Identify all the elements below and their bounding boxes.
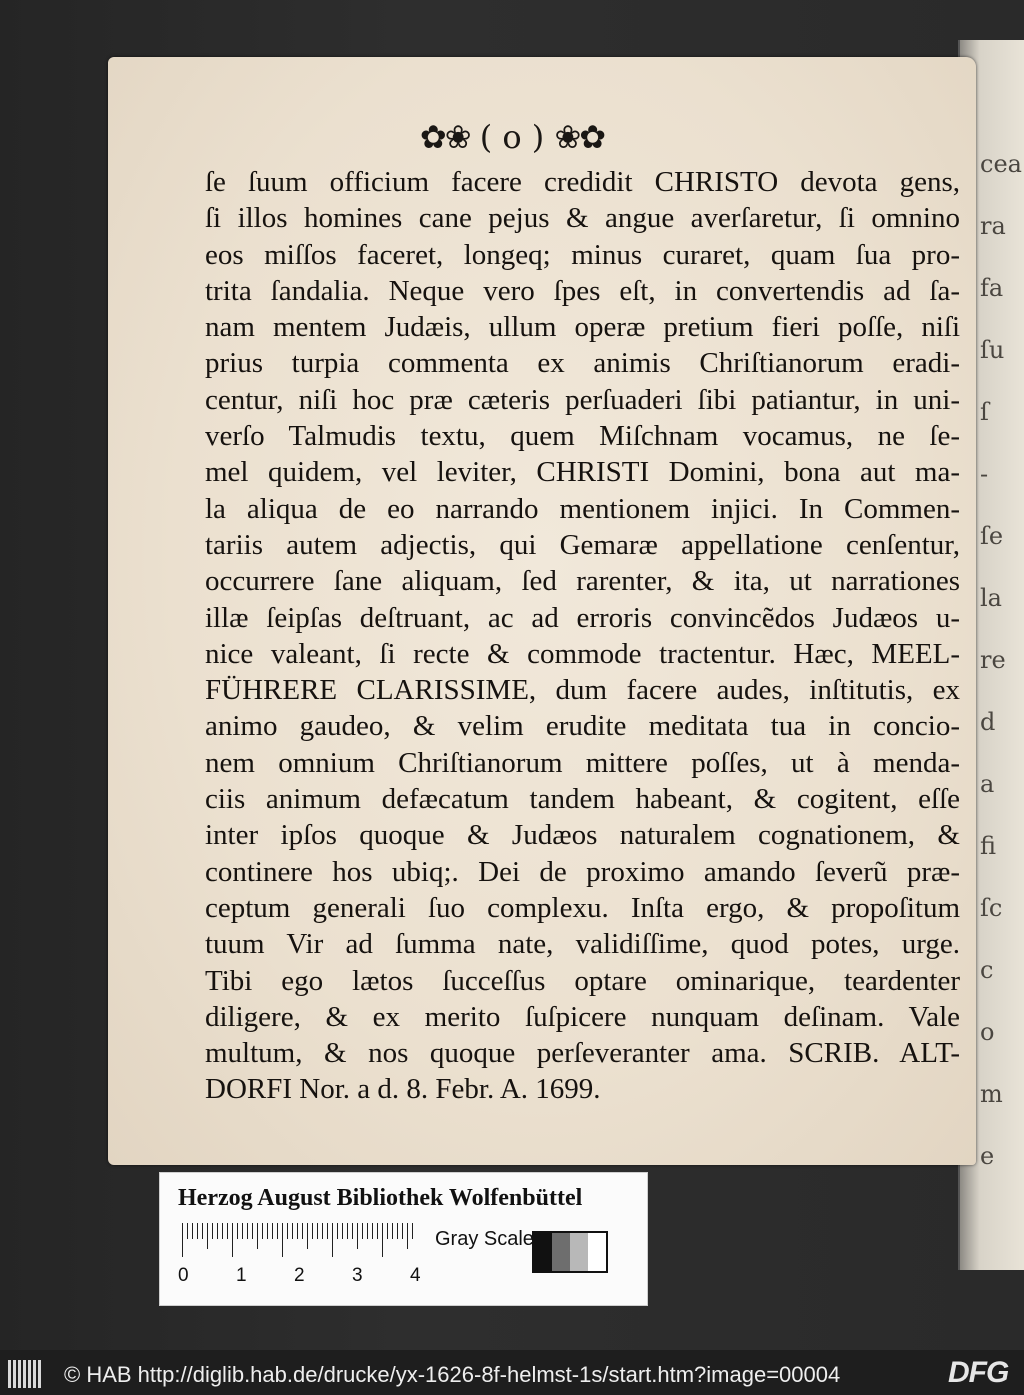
ruler-tick bbox=[412, 1223, 413, 1239]
ruler-tick bbox=[397, 1223, 398, 1239]
bleed-fragment: ſu bbox=[980, 336, 1005, 364]
ruler-tick bbox=[312, 1223, 313, 1239]
text-line: la aliqua de eo narrando mentionem injici. In Commen- bbox=[205, 492, 960, 525]
gray-swatch bbox=[588, 1233, 606, 1271]
gray-scale-swatches bbox=[532, 1231, 608, 1273]
ruler-number: 1 bbox=[236, 1265, 247, 1286]
text-line: nam mentem Judæis, ullum operæ pretium fieri poſſe, niſi bbox=[205, 311, 960, 344]
ruler-number: 4 bbox=[410, 1265, 421, 1286]
ruler-tick bbox=[257, 1223, 258, 1249]
ruler-tick bbox=[382, 1223, 383, 1257]
ruler-tick bbox=[337, 1223, 338, 1239]
printer-ornament-right: ❀✿ bbox=[554, 118, 605, 156]
ruler-tick bbox=[222, 1223, 223, 1239]
bleed-fragment: o bbox=[980, 1018, 995, 1046]
ruler-tick bbox=[407, 1223, 408, 1249]
ruler-tick bbox=[282, 1223, 283, 1257]
ruler-tick bbox=[327, 1223, 328, 1239]
ruler-tick bbox=[217, 1223, 218, 1239]
ruler-tick bbox=[357, 1223, 358, 1249]
printer-ornament-left: ✿❀ bbox=[419, 118, 470, 156]
footer-credit-link[interactable]: © HAB http://diglib.hab.de/drucke/yx-1626-8f-helmst-1s/start.htm?image=00004 bbox=[64, 1362, 841, 1387]
text-line: eos miſſos faceret, longeq; minus curaret, quam ſua pro- bbox=[205, 238, 960, 271]
ruler-tick bbox=[332, 1223, 333, 1257]
gray-swatch bbox=[552, 1233, 570, 1271]
ruler-tick bbox=[202, 1223, 203, 1239]
ruler-tick bbox=[212, 1223, 213, 1239]
text-line: tariis autem adjectis, qui Gemaræ appellatione cenſentur, bbox=[205, 528, 960, 561]
ruler-tick bbox=[187, 1223, 188, 1239]
bleed-fragment: cea bbox=[980, 150, 1022, 178]
text-line: continere hos ubiq;. Dei de proximo amando ſeverũ præ- bbox=[205, 855, 960, 888]
text-line: nice valeant, ſi recte & commode tractentur. Hæc, MEEL- bbox=[205, 637, 960, 670]
ruler-tick bbox=[342, 1223, 343, 1239]
text-line: ſi illos homines cane pejus & angue averſaretur, ſi omnino bbox=[205, 202, 960, 235]
bleed-fragment: - bbox=[980, 460, 989, 488]
bleed-fragment: re bbox=[980, 646, 1006, 674]
ruler-tick bbox=[242, 1223, 243, 1239]
ruler-tick bbox=[267, 1223, 268, 1239]
ruler-number: 3 bbox=[352, 1265, 363, 1286]
ruler-tick bbox=[317, 1223, 318, 1239]
ruler-tick bbox=[182, 1223, 183, 1257]
text-line: ciis animum defæcatum tandem habeant, & cogitent, eſſe bbox=[205, 783, 960, 816]
ruler-tick bbox=[347, 1223, 348, 1239]
bleed-fragment: e bbox=[980, 1142, 995, 1170]
ruler-tick bbox=[207, 1223, 208, 1249]
text-line: occurrere ſane aliquam, ſed rarenter, & ita, ut narrationes bbox=[205, 565, 960, 598]
bleed-fragment: a bbox=[980, 770, 995, 798]
text-line: diligere, & ex merito ſuſpicere nunquam deſinam. Vale bbox=[205, 1000, 960, 1033]
dfg-logo: DFG bbox=[948, 1356, 1009, 1389]
gray-swatch bbox=[570, 1233, 588, 1271]
ruler-tick bbox=[227, 1223, 228, 1239]
text-line: DORFI Nor. a d. 8. Febr. A. 1699. bbox=[205, 1073, 601, 1106]
ruler-tick bbox=[252, 1223, 253, 1239]
text-line: tuum Vir ad ſumma nate, validiſſime, quod potes, urge. bbox=[205, 928, 960, 961]
latin-body-text bbox=[205, 166, 960, 1110]
bleed-fragment: m bbox=[980, 1080, 1003, 1108]
ruler-tick bbox=[372, 1223, 373, 1239]
text-line: nem omnium Chriſtianorum mittere poſſes, ut à menda- bbox=[205, 746, 960, 779]
ruler-tick bbox=[377, 1223, 378, 1239]
color-target-card bbox=[159, 1172, 648, 1306]
ruler-tick bbox=[307, 1223, 308, 1249]
bleed-fragment: ſe bbox=[980, 522, 1004, 550]
barcode-icon bbox=[8, 1360, 43, 1388]
ruler-tick bbox=[277, 1223, 278, 1239]
ruler-tick bbox=[287, 1223, 288, 1239]
ruler-tick bbox=[392, 1223, 393, 1239]
signature-mark: ( o ) bbox=[479, 118, 545, 156]
text-line: ſe ſuum officium facere credidit CHRISTO devota gens, bbox=[205, 166, 960, 198]
ruler-tick bbox=[232, 1223, 233, 1257]
ruler-number: 0 bbox=[178, 1265, 189, 1286]
ruler-tick bbox=[402, 1223, 403, 1239]
ruler-tick bbox=[302, 1223, 303, 1239]
ruler-tick bbox=[352, 1223, 353, 1239]
ruler-tick bbox=[367, 1223, 368, 1239]
text-line: mel quidem, vel leviter, CHRISTI Domini, bona aut ma- bbox=[205, 456, 960, 489]
text-line: Tibi ego lætos ſucceſſus optare ominarique, teardenter bbox=[205, 964, 960, 997]
ruler-tick bbox=[237, 1223, 238, 1239]
measurement-ruler bbox=[182, 1223, 412, 1259]
text-line: verſo Talmudis textu, quem Miſchnam vocamus, ne ſe- bbox=[205, 420, 960, 453]
ruler-tick bbox=[247, 1223, 248, 1239]
ruler-tick bbox=[272, 1223, 273, 1239]
text-line: multum, & nos quoque perſeveranter ama. SCRIB. ALT- bbox=[205, 1037, 960, 1070]
bleed-fragment: fi bbox=[980, 832, 997, 860]
bleed-fragment: la bbox=[980, 584, 1002, 612]
ruler-tick bbox=[192, 1223, 193, 1239]
ruler-tick bbox=[297, 1223, 298, 1239]
ruler-tick bbox=[322, 1223, 323, 1239]
ruler-tick bbox=[387, 1223, 388, 1239]
text-line: illæ ſeipſas deſtruant, ac ad erroris convincẽdos Judæos u- bbox=[205, 601, 960, 634]
ruler-tick bbox=[362, 1223, 363, 1239]
text-line: animo gaudeo, & velim erudite meditata tua in concio- bbox=[205, 710, 960, 743]
bleed-fragment: ra bbox=[980, 212, 1006, 240]
ruler-tick bbox=[197, 1223, 198, 1239]
library-name: Herzog August Bibliothek Wolfenbüttel bbox=[178, 1185, 583, 1211]
ruler-number: 2 bbox=[294, 1265, 305, 1286]
text-line: prius turpia commenta ex animis Chriſtianorum eradi- bbox=[205, 347, 960, 380]
page-header-signature bbox=[0, 118, 1024, 156]
text-line: FÜHRERE CLARISSIME, dum facere audes, inſtitutis, ex bbox=[205, 674, 960, 707]
bleed-fragment: ſc bbox=[980, 894, 1003, 922]
text-line: inter ipſos quoque & Judæos naturalem cognationem, & bbox=[205, 819, 960, 852]
text-line: ceptum generali ſuo complexu. Inſta ergo, & propoſitum bbox=[205, 891, 960, 924]
ruler-tick bbox=[292, 1223, 293, 1239]
bleed-fragment: ſ bbox=[980, 398, 989, 426]
bleed-fragment: fa bbox=[980, 274, 1004, 302]
bleed-fragment: c bbox=[980, 956, 994, 984]
bleed-fragment: d bbox=[980, 708, 996, 736]
ruler-tick bbox=[262, 1223, 263, 1239]
gray-swatch bbox=[534, 1233, 552, 1271]
text-line: trita ſandalia. Neque vero ſpes eſt, in convertendis ad ſa- bbox=[205, 274, 960, 307]
text-line: centur, niſi hoc præ cæteris perſuaderi ſibi patiantur, in uni- bbox=[205, 383, 960, 416]
gray-scale-label: Gray Scale bbox=[435, 1228, 534, 1250]
